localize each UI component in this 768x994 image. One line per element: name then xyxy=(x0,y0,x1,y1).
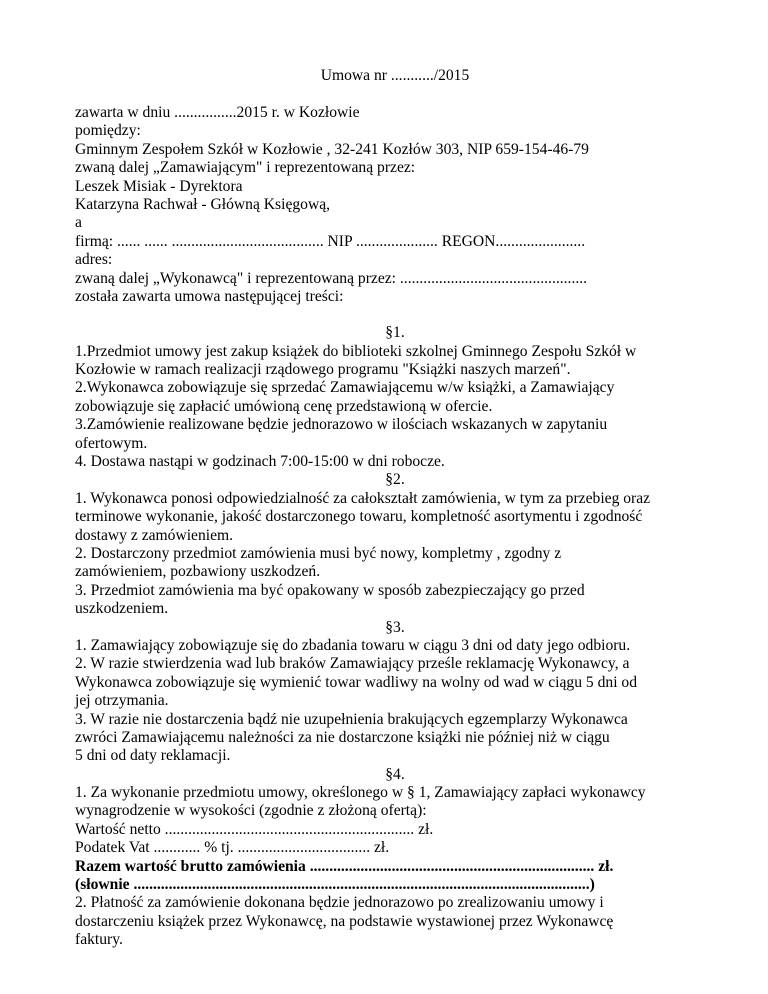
section-line: 1. Za wykonanie przedmiotu umowy, określonego w § 1, Zamawiający zapłaci wykonawcy xyxy=(75,784,646,802)
section-line: zamówieniem, pozbawiony uszkodzeń. xyxy=(75,563,321,581)
intro-line: a xyxy=(75,214,82,232)
intro-line: firmą: ...... ...... ....................................... NIP ..................... REGON....................... xyxy=(75,232,586,250)
intro-block xyxy=(75,104,715,306)
section-line: ofertowym. xyxy=(75,434,148,452)
document-title: Umowa nr .........../2015 xyxy=(320,67,470,84)
section-line: 4. Dostawa nastąpi w godzinach 7:00-15:00 w dni robocze. xyxy=(75,453,445,471)
intro-line: zwaną dalej „Zamawiającym" i reprezentowaną przez: xyxy=(75,159,416,177)
intro-line: zwaną dalej „Wykonawcą" i reprezentowaną przez: ................................................ xyxy=(75,269,588,287)
intro-line: zawarta w dniu ................2015 r. w Kozłowie xyxy=(75,104,360,121)
gross-total-line: Razem wartość brutto zamówienia ......................................................................... zł. xyxy=(75,857,614,875)
section-line: zwróci Zamawiającemu należności za nie dostarczone książki nie później niż w ciągu xyxy=(75,728,610,746)
section-line: 2. Dostarczony przedmiot zamówienia musi być nowy, kompletmy , zgodny z xyxy=(75,544,562,562)
section-1 xyxy=(75,324,715,471)
section-line: 1. Zamawiający zobowiązuje się do zbadania towaru w ciągu 3 dni od daty jego odbioru. xyxy=(75,636,631,654)
section-heading: §4. xyxy=(385,765,405,783)
section-line: dostawy z zamówieniem. xyxy=(75,526,234,544)
section-line: 1.Przedmiot umowy jest zakup książek do biblioteki szkolnej Gminnego Zespołu Szkół w xyxy=(75,342,637,360)
section-line: 3.Zamówienie realizowane będzie jednorazowo w ilościach wskazanych w zapytaniu xyxy=(75,416,608,434)
section-line: 2.Wykonawca zobowiązuje się sprzedać Zamawiającemu w/w książki, a Zamawiający xyxy=(75,379,615,397)
section-3 xyxy=(75,619,715,766)
section-4 xyxy=(75,766,715,950)
section-line: zobowiązuje się zapłacić umówioną cenę przedstawioną w ofercie. xyxy=(75,397,493,415)
intro-line: Leszek Misiak - Dyrektora xyxy=(75,177,243,195)
section-line: jej otrzymania. xyxy=(75,692,169,710)
net-value-line: Wartość netto ................................................................ zł. xyxy=(75,820,434,838)
spacer xyxy=(75,306,715,324)
section-heading: §2. xyxy=(385,471,405,489)
section-line: 2. W razie stwierdzenia wad lub braków Zamawiający prześle reklamację Wykonawcy, a xyxy=(75,655,630,673)
intro-line: została zawarta umowa następującej treści: xyxy=(75,287,344,305)
intro-line: Gminnym Zespołem Szkół w Kozłowie , 32-241 Kozłów 303, NIP 659-154-46-79 xyxy=(75,140,589,158)
intro-line: pomiędzy: xyxy=(75,122,141,140)
section-line: Wykonawca zobowiązuje się wymienić towar wadliwy na wolny od wad w ciągu 5 dni od xyxy=(75,673,638,691)
vat-line: Podatek Vat ............ % tj. .................................. zł. xyxy=(75,839,390,857)
section-line: 1. Wykonawca ponosi odpowiedzialność za całokształt zamówienia, w tym za przebieg oraz xyxy=(75,489,651,507)
section-line: 2. Płatność za zamówienie dokonana będzie jednorazowo po zrealizowaniu umowy i xyxy=(75,894,604,912)
section-2 xyxy=(75,471,715,618)
section-line: uszkodzeniem. xyxy=(75,600,169,618)
section-line: faktury. xyxy=(75,931,123,949)
section-line: 5 dni od daty reklamacji. xyxy=(75,747,231,765)
intro-line: adres: xyxy=(75,251,113,269)
section-line: Kozłowie w ramach realizacji rządowego programu "Książki naszych marzeń". xyxy=(75,361,571,379)
section-line: 3. Przedmiot zamówienia ma być opakowany w sposób zabezpieczający go przed xyxy=(75,581,585,599)
section-line: wynagrodzenie w wysokości (zgodnie z złożoną ofertą): xyxy=(75,802,427,820)
contract-document xyxy=(75,66,715,950)
intro-line: Katarzyna Rachwał - Główną Księgową, xyxy=(75,195,331,213)
section-line: terminowe wykonanie, jakość dostarczonego towaru, kompletność asortymentu i zgodność xyxy=(75,508,643,526)
section-heading: §3. xyxy=(385,618,405,636)
section-heading: §1. xyxy=(385,324,405,342)
section-line: dostarczeniu książek przez Wykonawcę, na podstawie wystawionej przez Wykonawcę xyxy=(75,912,614,930)
amount-in-words-line: (słownie .....................................................................................................................) xyxy=(75,876,595,894)
section-line: 3. W razie nie dostarczenia bądź nie uzupełnienia brakujących egzemplarzy Wykonawca xyxy=(75,710,628,728)
